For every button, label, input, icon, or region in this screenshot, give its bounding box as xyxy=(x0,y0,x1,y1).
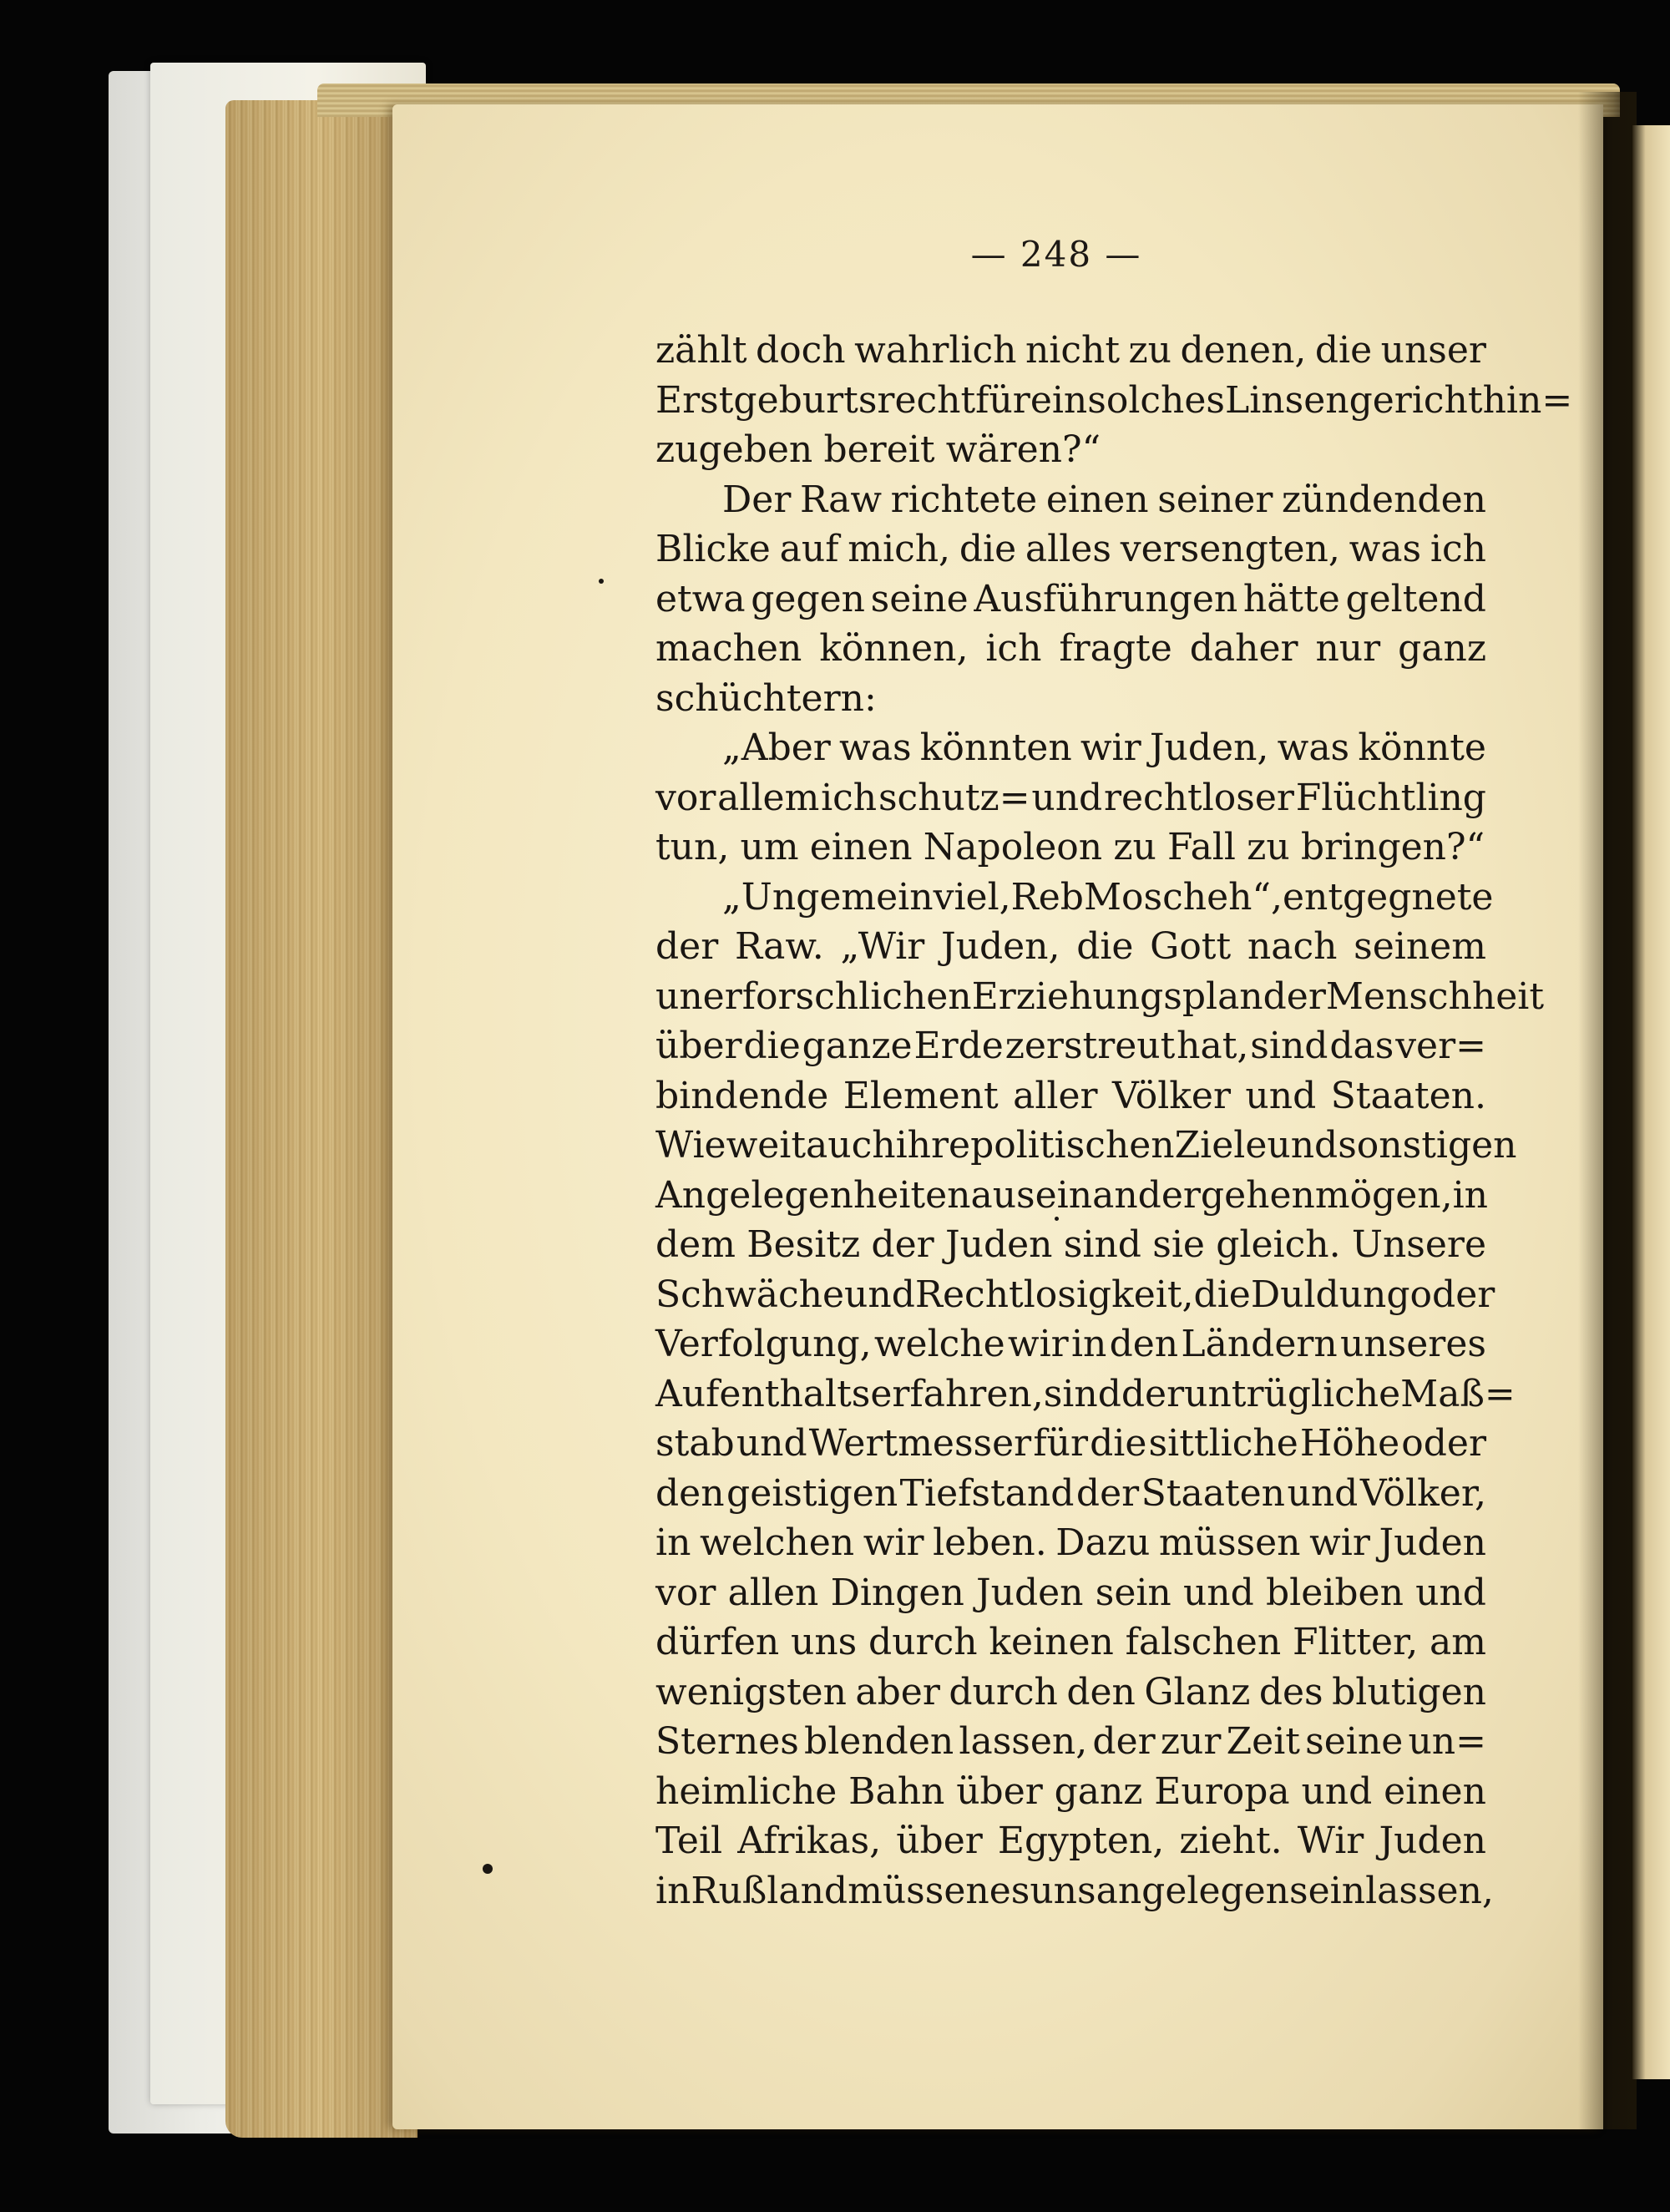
word: geltend xyxy=(1345,577,1486,620)
word: schutz= xyxy=(878,776,1030,819)
word: und xyxy=(1182,1571,1254,1614)
word: für xyxy=(1033,1422,1088,1465)
word: bleiben xyxy=(1266,1571,1404,1614)
word: ganz xyxy=(1054,1769,1143,1813)
word: könnten xyxy=(919,726,1072,769)
word: wir xyxy=(1309,1521,1370,1564)
word: seiner xyxy=(1157,478,1273,521)
word: gegen xyxy=(751,577,865,620)
word: des xyxy=(1258,1670,1323,1713)
word: durch xyxy=(949,1670,1058,1713)
word: angelegen xyxy=(1096,1869,1290,1912)
word: blenden xyxy=(804,1720,954,1763)
text-line xyxy=(655,1866,1494,1916)
word: könnte xyxy=(1358,726,1486,769)
word: un= xyxy=(1408,1720,1486,1763)
text-line xyxy=(655,1617,1486,1668)
word: wären?“ xyxy=(945,428,1101,471)
word: und xyxy=(1287,1471,1359,1515)
word: und xyxy=(844,1273,915,1316)
text-line xyxy=(655,1816,1486,1866)
word: allen xyxy=(727,1571,819,1614)
word: Maß= xyxy=(1400,1372,1516,1415)
word: Europa xyxy=(1154,1769,1290,1813)
word: in xyxy=(1070,1323,1107,1365)
word: Dazu xyxy=(1055,1521,1151,1564)
word: uns xyxy=(790,1621,858,1663)
word: und xyxy=(1031,776,1103,819)
word: fragte xyxy=(1059,627,1172,670)
word: vor xyxy=(655,776,716,819)
text-line xyxy=(655,1220,1486,1270)
word: und xyxy=(1415,1571,1486,1614)
word: Menschheit xyxy=(1325,974,1545,1018)
word: wir xyxy=(1007,1323,1069,1365)
word: Afrikas, xyxy=(737,1820,882,1862)
word: Zeit xyxy=(1226,1720,1300,1763)
word: Ziele xyxy=(1174,1124,1268,1167)
word: zu xyxy=(1113,826,1156,868)
word: die xyxy=(1193,1273,1251,1316)
word: Juden, xyxy=(1149,726,1269,769)
word: viel, xyxy=(933,875,1011,919)
word: untrügliche xyxy=(1184,1372,1401,1415)
text-line xyxy=(655,326,1486,376)
word: was xyxy=(839,726,912,769)
text-line xyxy=(655,1071,1486,1121)
text-line xyxy=(655,972,1545,1022)
word: einen xyxy=(1045,478,1149,521)
word: seine xyxy=(1305,1720,1404,1763)
text-line xyxy=(655,1270,1495,1320)
word: in xyxy=(1452,1173,1488,1217)
word: der xyxy=(655,925,719,968)
word: nach xyxy=(1247,925,1338,968)
text-line xyxy=(655,1021,1486,1071)
word: Höhe xyxy=(1299,1422,1400,1465)
word: dürfen xyxy=(655,1621,780,1663)
text-line xyxy=(655,1171,1486,1221)
word: nur xyxy=(1315,627,1381,670)
word: sind xyxy=(1063,1223,1141,1266)
word: ich xyxy=(1430,528,1486,570)
word: zur xyxy=(1160,1720,1222,1763)
word: der xyxy=(1092,1720,1156,1763)
text-line xyxy=(655,1568,1486,1618)
word: mich, xyxy=(848,528,951,570)
word: zerstreut xyxy=(1005,1025,1176,1067)
text-line xyxy=(655,1319,1486,1369)
word: der xyxy=(1121,1372,1185,1415)
word: die xyxy=(959,528,1017,570)
word: entgegnete xyxy=(1282,875,1494,919)
word: ganze xyxy=(802,1025,913,1067)
word: versengten, xyxy=(1120,528,1340,570)
word: der xyxy=(1075,1471,1140,1515)
word: heimliche xyxy=(655,1769,838,1813)
text-line xyxy=(655,376,1573,426)
word: und xyxy=(1245,1074,1317,1117)
word: zugeben xyxy=(655,428,813,471)
word: Element xyxy=(843,1074,999,1117)
text-line xyxy=(655,624,1486,674)
word: durch xyxy=(868,1621,978,1663)
word: Raw xyxy=(799,478,883,521)
word: Juden xyxy=(1379,1521,1486,1564)
word: Juden xyxy=(1379,1820,1486,1862)
word: einen xyxy=(1384,1769,1486,1813)
opposite-page-edge xyxy=(1632,125,1670,2079)
text-line xyxy=(655,723,1486,773)
word: das xyxy=(1329,1025,1394,1067)
word: „Aber xyxy=(722,726,831,769)
word: und xyxy=(736,1422,807,1465)
word: Erziehungsplan xyxy=(971,974,1263,1018)
word: Fall xyxy=(1167,826,1236,868)
word: alles xyxy=(1025,528,1111,570)
word: können, xyxy=(819,627,969,670)
word: gehen xyxy=(1200,1173,1315,1217)
word: lassen, xyxy=(959,1720,1088,1763)
word: welchen xyxy=(700,1521,855,1564)
word: über xyxy=(655,1025,742,1067)
word: dem xyxy=(655,1223,736,1266)
word: ihre xyxy=(895,1124,971,1167)
word: Wie xyxy=(655,1124,726,1167)
ink-speck xyxy=(599,579,604,584)
word: Völker xyxy=(1111,1074,1232,1117)
word: leben. xyxy=(933,1521,1047,1564)
text-line xyxy=(655,475,1486,525)
word: Egypten, xyxy=(997,1820,1165,1862)
page-block-shade xyxy=(225,100,418,2138)
word: müssen xyxy=(1158,1521,1301,1564)
page-number: — 248 — xyxy=(970,234,1142,275)
word: und xyxy=(1267,1124,1339,1167)
body-text xyxy=(655,326,1573,1916)
word: rechtloser xyxy=(1103,776,1294,819)
word: sind xyxy=(1043,1372,1121,1415)
word: den xyxy=(655,1471,725,1515)
word: ich xyxy=(985,627,1042,670)
word: Gott xyxy=(1150,925,1232,968)
word: doch xyxy=(755,329,846,372)
word: zählt xyxy=(655,329,747,372)
word: Juden xyxy=(976,1571,1084,1614)
text-line xyxy=(655,873,1494,923)
word: seine xyxy=(870,577,969,620)
word: Ländern xyxy=(1181,1323,1338,1365)
word: sein xyxy=(1289,1869,1366,1912)
word: sein xyxy=(1095,1571,1172,1614)
word: sonstigen xyxy=(1338,1124,1517,1167)
word: hin= xyxy=(1482,378,1573,422)
word: etwa xyxy=(655,577,746,620)
word: es xyxy=(989,1869,1030,1912)
word: bindende xyxy=(655,1074,829,1117)
word: Schwäche xyxy=(655,1273,845,1316)
word: ich xyxy=(821,776,878,819)
word: geistigen xyxy=(726,1471,898,1515)
word: Juden, xyxy=(940,925,1060,968)
word: schüchtern: xyxy=(655,676,877,720)
word: zündenden xyxy=(1282,478,1486,521)
word: Glanz xyxy=(1144,1670,1251,1713)
word: gleich. xyxy=(1216,1223,1341,1266)
word: nicht xyxy=(1025,329,1121,372)
word: falschen xyxy=(1125,1621,1282,1663)
word: Duldung xyxy=(1250,1273,1410,1316)
word: Napoleon xyxy=(923,826,1103,868)
word: bringen?“ xyxy=(1300,826,1485,868)
word: oder xyxy=(1401,1422,1486,1465)
word: aber xyxy=(855,1670,940,1713)
word: oder xyxy=(1409,1273,1495,1316)
text-line xyxy=(655,1121,1517,1171)
text-line xyxy=(655,922,1486,972)
word: zu xyxy=(1128,329,1172,372)
text-line xyxy=(655,1767,1486,1817)
word: auf xyxy=(779,528,839,570)
word: Der xyxy=(722,478,792,521)
word: Blicke xyxy=(655,528,771,570)
word: allem xyxy=(717,776,820,819)
word: stab xyxy=(655,1422,735,1465)
word: die xyxy=(1076,925,1134,968)
word: die xyxy=(1090,1422,1147,1465)
word: unser xyxy=(1380,329,1486,372)
word: um xyxy=(740,826,799,868)
text-line xyxy=(655,575,1486,625)
word: wir xyxy=(863,1521,924,1564)
word: denen, xyxy=(1180,329,1307,372)
word: erfahren, xyxy=(870,1372,1044,1415)
word: uns xyxy=(1030,1869,1096,1912)
word: Bahn xyxy=(848,1769,945,1813)
word: lassen, xyxy=(1365,1869,1494,1912)
text-line xyxy=(655,524,1486,575)
word: Staaten xyxy=(1141,1471,1285,1515)
word: ganz xyxy=(1398,627,1486,670)
word: den xyxy=(1109,1323,1179,1365)
word: was xyxy=(1349,528,1422,570)
word: tun, xyxy=(655,826,730,868)
word: sittliche xyxy=(1148,1422,1298,1465)
word: wir xyxy=(1080,726,1141,769)
word: Wir xyxy=(1297,1820,1364,1862)
text-line xyxy=(655,823,1486,873)
word: keinen xyxy=(989,1621,1114,1663)
word: am xyxy=(1429,1621,1486,1663)
word: unseres xyxy=(1339,1323,1486,1365)
word: müssen xyxy=(848,1869,989,1912)
word: Erde xyxy=(913,1025,1004,1067)
word: der xyxy=(871,1223,934,1266)
word: Rußland xyxy=(691,1869,848,1912)
gutter-shadow xyxy=(1578,92,1637,2129)
word: Linsengericht xyxy=(1225,378,1483,422)
word: sind xyxy=(1250,1025,1328,1067)
word: Besitz xyxy=(746,1223,861,1266)
word: aller xyxy=(1013,1074,1098,1117)
text-line xyxy=(655,1469,1486,1519)
word: in xyxy=(655,1521,691,1564)
word: hat, xyxy=(1177,1025,1249,1067)
word: Flitter, xyxy=(1292,1621,1419,1663)
word: Dingen xyxy=(830,1571,964,1614)
word: Teil xyxy=(655,1820,723,1862)
word: unerforschlichen xyxy=(655,974,972,1018)
ink-speck xyxy=(483,1864,493,1874)
text-line xyxy=(655,1369,1516,1420)
word: „Wir xyxy=(840,925,925,968)
text-line xyxy=(655,1717,1486,1767)
word: Ausführungen xyxy=(974,577,1238,620)
word: über xyxy=(956,1769,1043,1813)
word: über xyxy=(896,1820,983,1862)
word: machen xyxy=(655,627,802,670)
word: einen xyxy=(809,826,913,868)
word: der xyxy=(1263,974,1326,1018)
word: richtete xyxy=(890,478,1038,521)
word: zu xyxy=(1247,826,1290,868)
text-line xyxy=(655,425,1486,475)
word: Moscheh“, xyxy=(1083,875,1283,919)
word: Angelegenheiten xyxy=(655,1173,971,1217)
word: solches xyxy=(1087,378,1226,422)
word: daher xyxy=(1189,627,1298,670)
word: bereit xyxy=(823,428,935,471)
word: seinem xyxy=(1354,925,1486,968)
word: wenigsten xyxy=(655,1670,847,1713)
word: Staaten. xyxy=(1330,1074,1486,1117)
word: in xyxy=(655,1869,691,1912)
word: den xyxy=(1066,1670,1136,1713)
word: politischen xyxy=(970,1124,1175,1167)
word: die xyxy=(1314,329,1373,372)
word: mögen, xyxy=(1314,1173,1453,1217)
word: Sternes xyxy=(655,1720,799,1763)
word: auch xyxy=(806,1124,896,1167)
word: Tiefstand xyxy=(899,1471,1075,1515)
word: Aufenthalts xyxy=(655,1372,871,1415)
word: auseinander xyxy=(970,1173,1201,1217)
word: die xyxy=(743,1025,801,1067)
text-line xyxy=(655,1518,1486,1568)
text-line xyxy=(655,1668,1486,1718)
word: Unsere xyxy=(1351,1223,1486,1266)
word: Völker, xyxy=(1359,1471,1486,1515)
word: Juden xyxy=(944,1223,1053,1266)
word: vor xyxy=(655,1571,716,1614)
word: hätte xyxy=(1242,577,1340,620)
ink-speck xyxy=(1055,1217,1059,1221)
word: wahrlich xyxy=(854,329,1017,372)
word: zieht. xyxy=(1179,1820,1283,1862)
word: und xyxy=(1301,1769,1373,1813)
text-line xyxy=(655,674,1486,724)
word: ein xyxy=(1030,378,1088,422)
word: Raw. xyxy=(734,925,824,968)
word: Erstgeburtsrecht xyxy=(655,378,976,422)
word: weit xyxy=(726,1124,807,1167)
word: Reb xyxy=(1010,875,1084,919)
word: Rechtlosigkeit, xyxy=(914,1273,1194,1316)
word: Verfolgung, xyxy=(655,1323,872,1365)
word: ver= xyxy=(1395,1025,1486,1067)
word: sie xyxy=(1152,1223,1205,1266)
text-line xyxy=(655,1419,1486,1469)
word: Flüchtling xyxy=(1295,776,1486,819)
word: was xyxy=(1277,726,1350,769)
word: „Ungemein xyxy=(722,875,934,919)
word: für xyxy=(975,378,1030,422)
text-line xyxy=(655,773,1486,823)
word: blutigen xyxy=(1332,1670,1486,1713)
word: welche xyxy=(873,1323,1005,1365)
word: Wertmesser xyxy=(808,1422,1032,1465)
